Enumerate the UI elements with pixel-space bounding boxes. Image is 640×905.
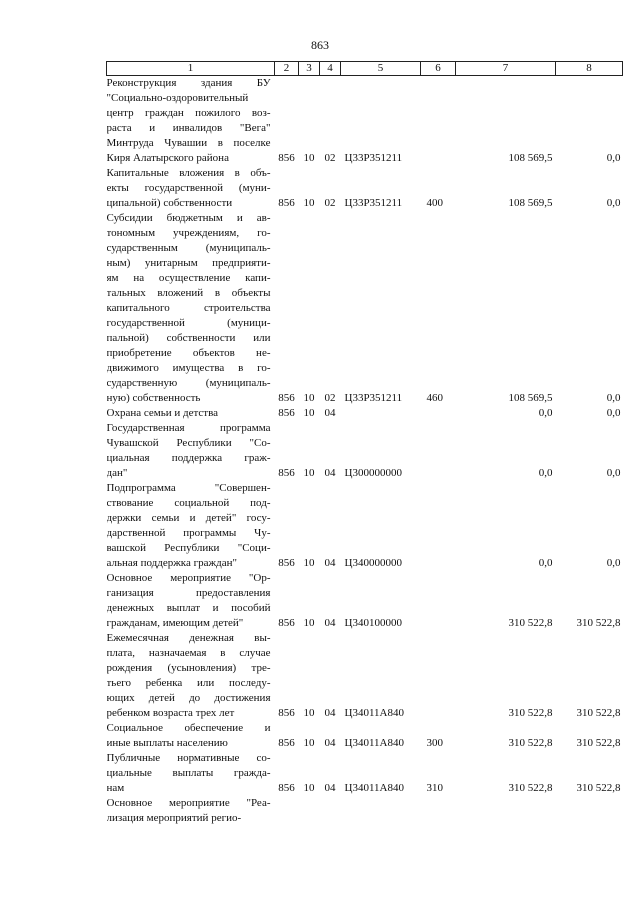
ministry-code-cell bbox=[275, 796, 299, 826]
amount-year1-cell: 310 522,8 bbox=[508, 782, 553, 794]
item-description-line: ющих детей до достижения bbox=[106, 692, 271, 704]
item-description-line: "Социально-оздоровительный bbox=[106, 92, 249, 104]
ministry-code-cell: 856 bbox=[278, 707, 295, 719]
table-row bbox=[107, 421, 623, 481]
header-col-1: 1 bbox=[107, 62, 275, 76]
item-description-line: циальная поддержка граж- bbox=[106, 452, 271, 464]
expense-type-cell bbox=[421, 571, 456, 631]
item-description-line: сударственную (муниципаль- bbox=[106, 377, 271, 389]
item-description-cell bbox=[107, 211, 275, 406]
subsection-code-cell: 02 bbox=[324, 392, 336, 404]
expense-type-cell: 400 bbox=[426, 197, 443, 209]
target-article-cell: Ц34011А840 bbox=[344, 707, 404, 719]
subsection-code-cell: 04 bbox=[324, 782, 336, 794]
amount-year1-cell: 0,0 bbox=[538, 407, 553, 419]
page-number: 863 bbox=[311, 38, 329, 52]
table-row bbox=[107, 211, 623, 406]
table-row bbox=[107, 751, 623, 796]
item-description-line: ную) собственность bbox=[106, 392, 201, 404]
ministry-code-cell: 856 bbox=[278, 392, 295, 404]
table-row bbox=[107, 406, 623, 421]
item-description-line: Подпрограмма "Совершен- bbox=[106, 482, 271, 494]
table-row bbox=[107, 481, 623, 571]
amount-year2-cell bbox=[556, 796, 623, 826]
item-description-cell bbox=[107, 76, 275, 167]
amount-year2-cell: 310 522,8 bbox=[576, 707, 621, 719]
item-description-line: лизация мероприятий регио- bbox=[106, 812, 242, 824]
amount-year2-cell: 0,0 bbox=[606, 407, 621, 419]
item-description-line: государственной (муници- bbox=[106, 317, 271, 329]
item-description-line: денежных выплат и пособий bbox=[106, 602, 271, 614]
subsection-code-cell: 02 bbox=[324, 152, 336, 164]
item-description-line: Капитальные вложения в объ- bbox=[106, 167, 271, 179]
item-description-line: дан" bbox=[106, 467, 128, 479]
target-article-cell: Ц34011А840 bbox=[344, 737, 404, 749]
item-description-line: Минтруда Чувашии в поселке bbox=[106, 137, 271, 149]
target-article-cell: Ц340000000 bbox=[344, 557, 402, 569]
ministry-code-cell: 856 bbox=[278, 737, 295, 749]
item-description-line: пальной) собственности или bbox=[106, 332, 271, 344]
section-code-cell bbox=[299, 796, 320, 826]
item-description-line: Социальное обеспечение и bbox=[106, 722, 271, 734]
amount-year1-cell: 0,0 bbox=[538, 467, 553, 479]
item-description-line: дарственной программы Чу- bbox=[106, 527, 271, 539]
section-code-cell: 10 bbox=[303, 407, 315, 419]
item-description-cell bbox=[107, 796, 275, 826]
item-description-line: раста и инвалидов "Вега" bbox=[106, 122, 271, 134]
item-description-line: Охрана семьи и детства bbox=[106, 407, 219, 419]
item-description-line: центр граждан пожилого воз- bbox=[106, 107, 271, 119]
header-col-7: 7 bbox=[456, 62, 556, 76]
amount-year1-cell: 108 569,5 bbox=[508, 197, 553, 209]
table-row bbox=[107, 631, 623, 721]
item-description-line: ям на осуществление капи- bbox=[106, 272, 271, 284]
item-description-line: Реконструкция здания БУ bbox=[106, 77, 271, 89]
expense-type-cell bbox=[421, 406, 456, 421]
amount-year1-cell bbox=[456, 796, 556, 826]
table-header bbox=[107, 62, 623, 76]
target-article-cell: Ц300000000 bbox=[344, 467, 402, 479]
table-row bbox=[107, 721, 623, 751]
expense-type-cell bbox=[421, 76, 456, 167]
amount-year2-cell: 0,0 bbox=[606, 467, 621, 479]
section-code-cell: 10 bbox=[303, 197, 315, 209]
subsection-code-cell: 04 bbox=[324, 737, 336, 749]
ministry-code-cell: 856 bbox=[278, 407, 295, 419]
item-description-line: тьего ребенка или последу- bbox=[106, 677, 271, 689]
section-code-cell: 10 bbox=[303, 467, 315, 479]
item-description-line: тальных вложений в объекты bbox=[106, 287, 271, 299]
item-description-line: Основное мероприятие "Реа- bbox=[106, 797, 271, 809]
item-description-line: гражданам, имеющим детей" bbox=[106, 617, 244, 629]
item-description-line: Чувашской Республики "Со- bbox=[106, 437, 271, 449]
amount-year1-cell: 108 569,5 bbox=[508, 392, 553, 404]
amount-year2-cell: 0,0 bbox=[606, 152, 621, 164]
amount-year2-cell: 310 522,8 bbox=[576, 782, 621, 794]
target-article-cell: Ц33Р351211 bbox=[344, 392, 403, 404]
item-description-line: Ежемесячная денежная вы- bbox=[106, 632, 271, 644]
expense-type-cell: 460 bbox=[426, 392, 443, 404]
section-code-cell: 10 bbox=[303, 617, 315, 629]
section-code-cell: 10 bbox=[303, 737, 315, 749]
target-article-cell: Ц34011А840 bbox=[344, 782, 404, 794]
item-description-cell bbox=[107, 751, 275, 796]
ministry-code-cell: 856 bbox=[278, 152, 295, 164]
item-description-cell bbox=[107, 571, 275, 631]
table-body bbox=[107, 76, 623, 827]
item-description-line: держки семьи и детей" госу- bbox=[106, 512, 271, 524]
item-description-line: екты государственной (муни- bbox=[106, 182, 271, 194]
header-col-8: 8 bbox=[556, 62, 623, 76]
subsection-code-cell: 04 bbox=[324, 617, 336, 629]
item-description-cell bbox=[107, 421, 275, 481]
item-description-line: Киря Алатырского района bbox=[106, 152, 229, 164]
item-description-line: плата, назначаемая в случае bbox=[106, 647, 271, 659]
expense-type-cell bbox=[421, 421, 456, 481]
item-description-line: Государственная программа bbox=[106, 422, 271, 434]
header-col-2: 2 bbox=[275, 62, 299, 76]
table-row bbox=[107, 76, 623, 167]
item-description-line: движимого имущества в го- bbox=[106, 362, 271, 374]
section-code-cell: 10 bbox=[303, 782, 315, 794]
ministry-code-cell: 856 bbox=[278, 467, 295, 479]
item-description-line: капитального строительства bbox=[106, 302, 271, 314]
ministry-code-cell: 856 bbox=[278, 782, 295, 794]
header-col-5: 5 bbox=[341, 62, 421, 76]
item-description-line: Субсидии бюджетным и ав- bbox=[106, 212, 271, 224]
item-description-line: приобретение объектов не- bbox=[106, 347, 271, 359]
amount-year2-cell: 0,0 bbox=[606, 197, 621, 209]
target-article-cell: Ц33Р351211 bbox=[344, 197, 403, 209]
item-description-line: ребенком возраста трех лет bbox=[106, 707, 235, 719]
target-article-cell: Ц33Р351211 bbox=[344, 152, 403, 164]
subsection-code-cell: 04 bbox=[324, 707, 336, 719]
expense-type-cell bbox=[421, 796, 456, 826]
header-col-3: 3 bbox=[299, 62, 320, 76]
item-description-cell bbox=[107, 166, 275, 211]
item-description-line: циальные выплаты гражда- bbox=[106, 767, 271, 779]
item-description-line: нам bbox=[106, 782, 125, 794]
ministry-code-cell: 856 bbox=[278, 197, 295, 209]
expense-type-cell bbox=[421, 481, 456, 571]
item-description-cell bbox=[107, 631, 275, 721]
subsection-code-cell bbox=[320, 796, 341, 826]
table-row bbox=[107, 571, 623, 631]
item-description-cell bbox=[107, 481, 275, 571]
amount-year1-cell: 310 522,8 bbox=[508, 617, 553, 629]
subsection-code-cell: 02 bbox=[324, 197, 336, 209]
amount-year2-cell: 0,0 bbox=[606, 557, 621, 569]
section-code-cell: 10 bbox=[303, 152, 315, 164]
expense-type-cell: 300 bbox=[426, 737, 443, 749]
section-code-cell: 10 bbox=[303, 707, 315, 719]
section-code-cell: 10 bbox=[303, 557, 315, 569]
expense-type-cell: 310 bbox=[426, 782, 443, 794]
item-description-line: альная поддержка граждан" bbox=[106, 557, 237, 569]
subsection-code-cell: 04 bbox=[324, 467, 336, 479]
subsection-code-cell: 04 bbox=[324, 557, 336, 569]
item-description-cell bbox=[107, 721, 275, 751]
header-row bbox=[107, 62, 623, 76]
target-article-cell bbox=[341, 406, 421, 421]
ministry-code-cell: 856 bbox=[278, 557, 295, 569]
item-description-line: иные выплаты населению bbox=[106, 737, 228, 749]
amount-year1-cell: 0,0 bbox=[538, 557, 553, 569]
item-description-line: ным) унитарным предприяти- bbox=[106, 257, 271, 269]
table-row bbox=[107, 166, 623, 211]
item-description-line: тономным учреждениям, го- bbox=[106, 227, 271, 239]
table-row bbox=[107, 796, 623, 826]
amount-year1-cell: 108 569,5 bbox=[508, 152, 553, 164]
header-col-4: 4 bbox=[320, 62, 341, 76]
item-description-line: ствование социальной под- bbox=[106, 497, 271, 509]
target-article-cell bbox=[341, 796, 421, 826]
budget-table bbox=[106, 61, 623, 826]
subsection-code-cell: 04 bbox=[324, 407, 336, 419]
amount-year1-cell: 310 522,8 bbox=[508, 737, 553, 749]
item-description-line: вашской Республики "Соци- bbox=[106, 542, 271, 554]
item-description-line: рождения (усыновления) тре- bbox=[106, 662, 271, 674]
amount-year2-cell: 310 522,8 bbox=[576, 617, 621, 629]
item-description-line: Основное мероприятие "Ор- bbox=[106, 572, 271, 584]
amount-year2-cell: 310 522,8 bbox=[576, 737, 621, 749]
header-col-6: 6 bbox=[421, 62, 456, 76]
item-description-line: ципальной) собственности bbox=[106, 197, 233, 209]
ministry-code-cell: 856 bbox=[278, 617, 295, 629]
item-description-line: ганизация предоставления bbox=[106, 587, 271, 599]
item-description-cell bbox=[107, 406, 275, 421]
expense-type-cell bbox=[421, 631, 456, 721]
amount-year1-cell: 310 522,8 bbox=[508, 707, 553, 719]
target-article-cell: Ц340100000 bbox=[344, 617, 402, 629]
section-code-cell: 10 bbox=[303, 392, 315, 404]
item-description-line: Публичные нормативные со- bbox=[106, 752, 271, 764]
item-description-line: сударственным (муниципаль- bbox=[106, 242, 271, 254]
amount-year2-cell: 0,0 bbox=[606, 392, 621, 404]
